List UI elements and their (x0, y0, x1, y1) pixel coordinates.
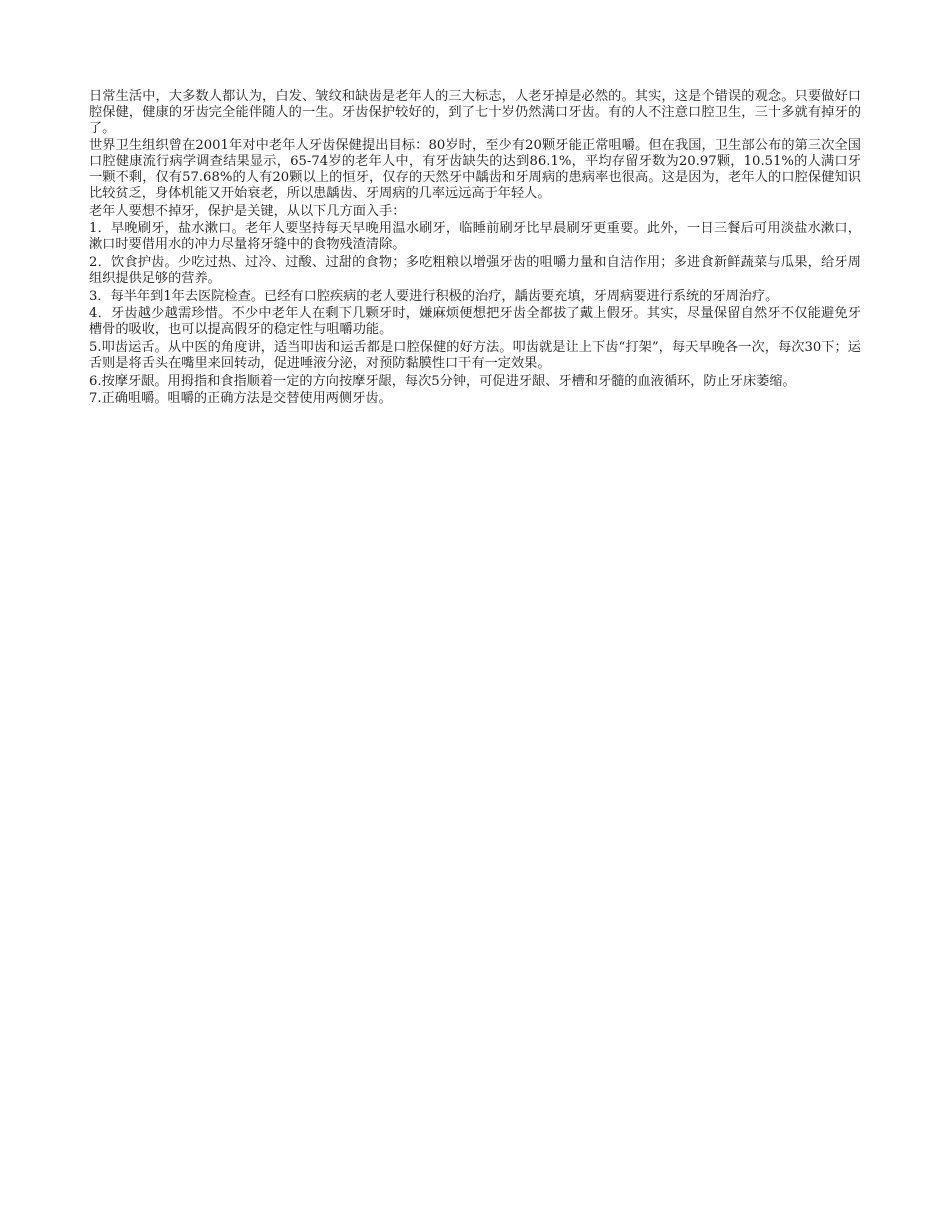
document-body (89, 89, 861, 409)
list-item-tip-7: 7.正确咀嚼。咀嚼的正确方法是交替使用两侧牙齿。 (89, 391, 392, 407)
list-item-tip-2: 2．饮食护齿。少吃过热、过冷、过酸、过甜的食物；多吃粗粮以增强牙齿的咀嚼力量和自洁作用；多进食新鲜蔬菜与瓜果，给牙周组织提供足够的营养。 (89, 254, 861, 286)
list-item-tip-5: 5.叩齿运舌。从中医的角度讲，适当叩齿和运舌都是口腔保健的好方法。叩齿就是让上下齿“打架”，每天早晚各一次，每次30下；运舌则是将舌头在嘴里来回转动，促进唾液分泌，对预防黏膜性口干有一定效果。 (89, 339, 861, 371)
paragraph-intro: 日常生活中，大多数人都认为，白发、皱纹和缺齿是老年人的三大标志，人老牙掉是必然的。其实，这是个错误的观念。只要做好口腔保健，健康的牙齿完全能伴随人的一生。牙齿保护较好的，到了七十岁仍然满口牙齿。有的人不注意口腔卫生，三十多就有掉牙的了。 (89, 89, 861, 136)
paragraph-who-statistics: 世界卫生组织曾在2001年对中老年人牙齿保健提出目标：80岁时，至少有20颗牙能正常咀嚼。但在我国，卫生部公布的第三次全国口腔健康流行病学调查结果显示，65-74岁的老年人中，有牙齿缺失的达到86.1%，平均存留牙数为20.97颗，10.51%的人满口牙一颗不剩，仅有57.68%的人有20颗以上的恒牙，仅存的天然牙中龋齿和牙周病的患病率也很高。这是因为，老年人的口腔保健知识比较贫乏，身体机能又开始衰老，所以患龋齿、牙周病的几率远远高于年轻人。 (89, 138, 861, 201)
list-item-tip-3: 3．每半年到1年去医院检查。已经有口腔疾病的老人要进行积极的治疗，龋齿要充填，牙周病要进行系统的牙周治疗。 (89, 288, 779, 304)
list-item-tip-4: 4．牙齿越少越需珍惜。不少中老年人在剩下几颗牙时，嫌麻烦便想把牙齿全都拔了戴上假牙。其实，尽量保留自然牙不仅能避免牙槽骨的吸收，也可以提高假牙的稳定性与咀嚼功能。 (89, 306, 861, 338)
paragraph-tips-lead: 老年人要想不掉牙，保护是关键，从以下几方面入手： (89, 203, 406, 219)
list-item-tip-6: 6.按摩牙龈。用拇指和食指顺着一定的方向按摩牙龈，每次5分钟，可促进牙龈、牙槽和牙髓的血液循环，防止牙床萎缩。 (89, 373, 796, 389)
list-item-tip-1: 1．早晚刷牙，盐水漱口。老年人要坚持每天早晚用温水刷牙，临睡前刷牙比早晨刷牙更重要。此外，一日三餐后可用淡盐水漱口，漱口时要借用水的冲力尽量将牙缝中的食物残渣清除。 (89, 221, 861, 253)
